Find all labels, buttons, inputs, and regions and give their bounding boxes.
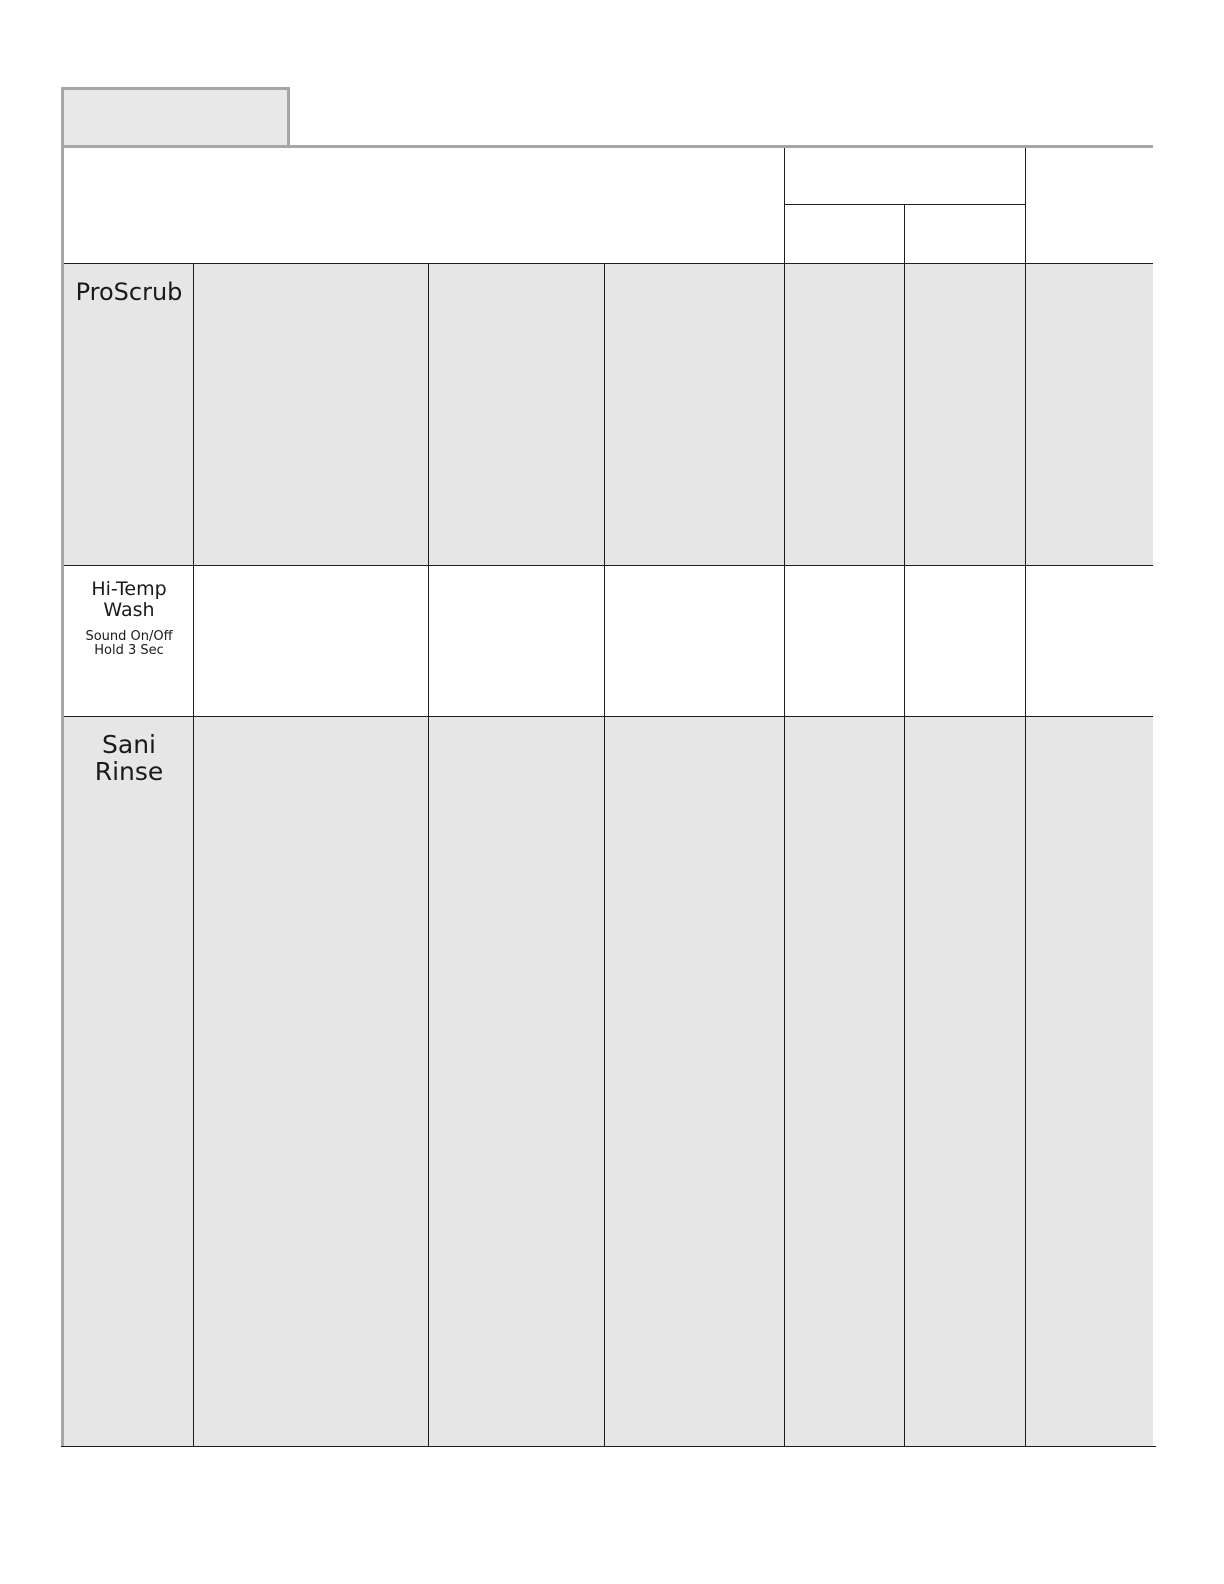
header-divider	[904, 204, 905, 264]
cycle-name-line: Wash	[103, 599, 155, 621]
cycle-label-sani-rinse	[64, 732, 194, 784]
cycle-label-hi-temp-wash	[64, 580, 194, 659]
cycle-note: Sound On/Off	[85, 629, 173, 644]
table-header	[64, 148, 1153, 263]
cycle-table	[61, 145, 1153, 1446]
row-proscrub	[64, 264, 1153, 565]
cycle-name-line: Hi-Temp	[91, 578, 167, 600]
header-tab	[61, 87, 290, 146]
column-divider	[604, 264, 605, 1447]
cycle-label-proscrub	[64, 280, 194, 304]
cycle-name: ProScrub	[75, 278, 183, 306]
row-hi-temp-wash	[64, 566, 1153, 716]
row-separator	[64, 565, 1153, 566]
column-divider	[428, 264, 429, 1447]
column-divider	[193, 264, 194, 1447]
row-sani-rinse	[64, 717, 1153, 1447]
row-separator	[64, 716, 1153, 717]
header-subdivider	[785, 204, 1025, 205]
cycle-name-line: Sani	[102, 730, 156, 759]
header-divider	[784, 148, 785, 264]
column-divider	[904, 264, 905, 1447]
cycle-note: Hold 3 Sec	[94, 643, 164, 659]
table-bottom-line	[61, 1446, 1156, 1447]
header-divider	[1025, 148, 1026, 264]
column-divider	[784, 264, 785, 1447]
column-divider	[1025, 264, 1026, 1447]
cycle-name-line: Rinse	[94, 757, 164, 786]
row-separator	[64, 263, 1153, 264]
